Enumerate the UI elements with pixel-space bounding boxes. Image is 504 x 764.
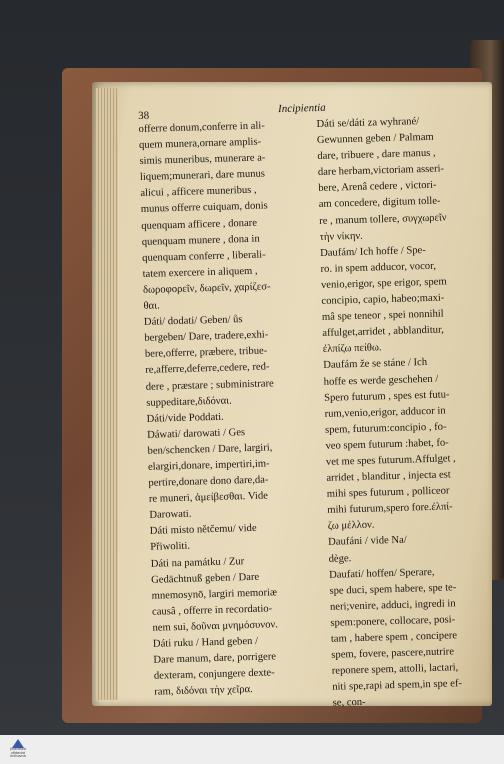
right-column-line: Dáti se/dáti za wyhrané/ <box>316 116 420 131</box>
left-column-line: pertire,donare dono dare,da- <box>148 474 269 489</box>
right-column-line: reponere spem, attolli, lactari, <box>331 662 459 677</box>
right-column-line: arridet , blanditur , injecta est <box>326 469 451 484</box>
library-logo-text: Jihočeská vědecká knihovna <box>10 747 26 759</box>
left-column-line: Dáti/ dodati/ Geben/ ůs <box>143 314 243 329</box>
right-column-line: re , manum tollere, συγχωρεῖν <box>319 211 447 227</box>
left-column-line: quenquam afficere , donare <box>141 217 258 232</box>
right-column-line: am concedere, digitum tolle- <box>318 196 441 211</box>
left-column-line: Darowati. <box>149 508 192 522</box>
left-column-line: quenquam munere , dona in <box>141 233 260 248</box>
left-column-line: Dáti ruku / Hand geben / <box>152 635 259 650</box>
left-column-line: bere,offerre, præbere, tribue- <box>144 345 268 361</box>
left-column-line: offerre donum,conferre in ali- <box>138 120 266 135</box>
right-column-line: mâ spe teneor , spei nonnihil <box>321 308 444 324</box>
right-column-line: τὴν νίκην. <box>319 230 364 243</box>
left-column-line: suppeditare,διδόναι. <box>146 395 232 409</box>
left-column-line: Dáwati/ darowati / Ges <box>146 426 246 441</box>
right-column-line: ἐλπίζω πείθω. <box>322 342 382 356</box>
left-column-line: munus offerre cuiquam, donis <box>140 200 268 216</box>
right-column-line: dège. <box>328 552 352 565</box>
right-column-line: mihi spes futurum , polliceor <box>326 485 450 501</box>
left-column-line: bergeben/ Dare, tradere,exhi- <box>144 329 269 345</box>
page-text <box>138 98 504 708</box>
left-column-line: dere , præstare ; subministrare <box>145 377 274 393</box>
left-column-line: quenquam conferre , liberali- <box>142 249 266 264</box>
left-column-line: Dáti/vide Poddati. <box>146 411 224 425</box>
right-column-line: rum,venio,erigor, adducor in <box>324 405 446 420</box>
left-column-line: δωροφορεῖν, δωρεῖν, χαρίζεσ- <box>142 281 271 296</box>
left-column-line: Gedächtnuß geben / Dare <box>151 571 260 586</box>
right-column-line: neri;venire, adduci, ingredi in <box>329 598 456 613</box>
right-column-line: mihi futurum,spero fore.ἐλπί- <box>327 501 453 517</box>
right-column-line: Daufám že se stáne / Ich <box>323 357 428 372</box>
right-column-line: bere, Arenâ cedere , victori- <box>318 180 437 195</box>
left-column-line: re muneri, ἀμείβεσθαι. Vide <box>148 490 269 506</box>
right-column-line: Daufám/ Ich hoffe / Spe- <box>319 244 426 259</box>
right-column-line: concipio, capio, habeo;maxi- <box>321 292 445 307</box>
left-column <box>138 117 332 701</box>
right-column-line: hoffe es werde geschehen / <box>323 373 439 388</box>
right-column-line: se, con- <box>332 697 366 710</box>
right-column-line: spem, futurum:concipio , fo- <box>324 421 447 436</box>
left-column-line: dexteram, conjungere dexte- <box>153 667 275 682</box>
left-column-line: liquem;munerari, dare munus <box>139 168 266 184</box>
left-column-line: quem munera,ornare amplis- <box>138 136 262 152</box>
right-column-line: affulget,arridet , abblanditur, <box>322 324 444 340</box>
left-column-line: θαι. <box>143 300 160 312</box>
left-column-line: ram, διδόναι τὴν χεῖρα. <box>154 684 253 699</box>
left-column-line: Dáti misto nětčemu/ vide <box>149 523 257 538</box>
right-column-line: ζω μέλλον. <box>327 519 375 533</box>
page-number: 38 <box>138 109 150 122</box>
right-column-line: dare herbam,victoriam asseri- <box>317 163 445 179</box>
left-column-line: mnemosynō, largiri memoriæ <box>151 587 278 602</box>
right-column-line: niti spe,rapi ad spem,in spe ef- <box>332 678 463 694</box>
left-column-line: tatem exercere in aliquem , <box>142 265 258 280</box>
left-column-line: simis muneribus, munerare a- <box>139 152 266 168</box>
viewer-footer <box>0 735 504 764</box>
right-column-line: spem:ponere, collocare, posi- <box>330 614 456 629</box>
right-column-line: Daufáni / vide Na/ <box>328 535 407 549</box>
left-column-line: Dáti na památku / Zur <box>150 555 245 570</box>
right-column-line: tam , habere spem , concipere <box>330 630 458 645</box>
right-column-line: spe duci, spem habere, spe te- <box>329 582 457 597</box>
right-column-line: Gewunnen geben / Palmam <box>316 131 434 147</box>
right-column-line: Daufati/ hoffen/ Sperare, <box>328 566 435 581</box>
right-column-line: dare, tribuere , dare manus , <box>317 147 436 163</box>
left-column-line: causâ , offerre in recordatio- <box>151 603 273 618</box>
left-column-line: elargiri,donare, impertiri,im- <box>147 458 270 473</box>
page-stack-edge <box>96 88 118 700</box>
running-head: Incipientia <box>277 101 326 116</box>
left-column-line: re,afferre,deferre,cedere, red- <box>145 361 270 377</box>
library-logo[interactable] <box>4 739 32 761</box>
right-column <box>316 112 504 713</box>
right-column-line: ro. in spem adducor, vocor, <box>320 260 437 275</box>
left-column-line: nem sui, δοῦναι μνημόσυνον. <box>152 619 279 634</box>
right-column-line: Spero futurum , spes est futu- <box>324 389 450 404</box>
right-column-line: vet me spes futurum.Affulget , <box>325 453 456 468</box>
left-column-line: ben/schencken / Dare, largiri, <box>147 442 273 457</box>
right-column-line: venio,erigor, spe erigor, spem <box>320 276 447 291</box>
left-column-line: alicui , afficere muneribus , <box>140 185 257 200</box>
right-column-line: spem, fovere, pascere,nutrire <box>331 646 455 661</box>
left-column-line: Přiwoliti. <box>150 541 191 554</box>
right-column-line: veo spem futurum :habet, fo- <box>325 437 449 452</box>
left-column-line: Dare manum, dare, porrigere <box>153 651 277 666</box>
